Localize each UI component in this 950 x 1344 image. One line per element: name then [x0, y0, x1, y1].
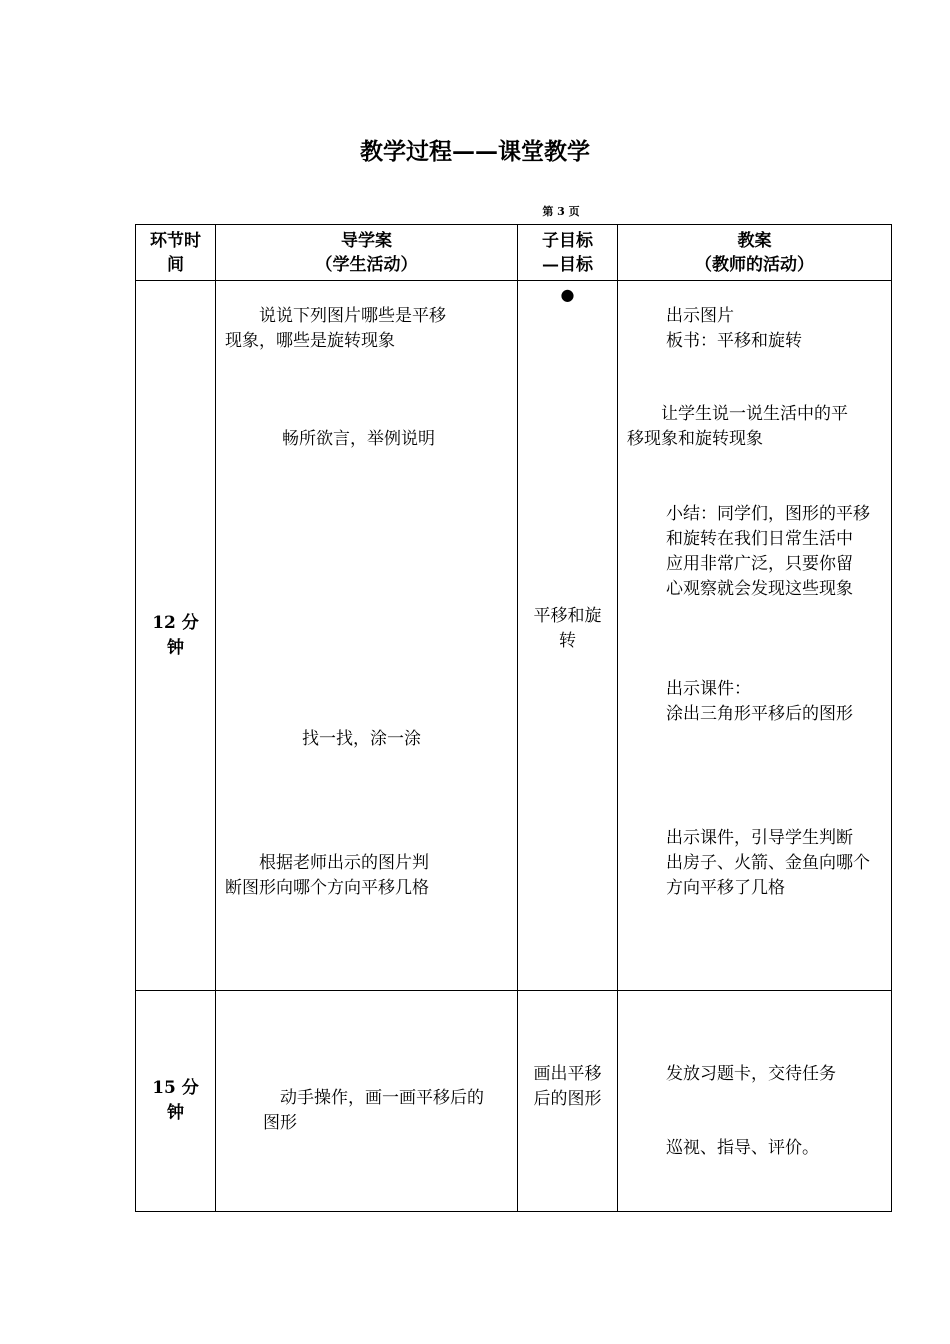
- sub-goal-text: 画出平移 后的图形: [533, 1064, 602, 1109]
- teacher-activity-item: 让学生说一说生活中的平 移现象和旋转现象: [627, 404, 848, 449]
- lesson-process-table: [135, 224, 892, 1212]
- teacher-activity-item: 出示课件： 涂出三角形平移后的图形: [666, 679, 853, 724]
- row-teacher-activity: [618, 281, 892, 991]
- sub-goal-text: 平移和旋 转: [533, 606, 602, 651]
- row-time: 15 分 钟: [136, 991, 216, 1212]
- row-sub-goal: [518, 991, 618, 1212]
- teacher-activity-item: 出示课件，引导学生判断 出房子、火箭、金鱼向哪个 方向平移了几格: [666, 828, 870, 898]
- row-sub-goal: [518, 281, 618, 991]
- table-header-row: [136, 225, 892, 281]
- student-activity-item: 动手操作，画一画平移后的 图形: [263, 1088, 484, 1133]
- student-activity-item: 说说下列图片哪些是平移 现象，哪些是旋转现象: [225, 306, 446, 351]
- header-sub-goal: 子目标 —目标: [518, 225, 618, 281]
- student-activity-item: 找一找，涂一涂: [302, 729, 421, 749]
- table-row: [136, 281, 892, 991]
- row-student-activity: [216, 991, 518, 1212]
- row-time: 12 分 钟: [136, 281, 216, 991]
- header-teacher-activity: 教案 （教师的活动）: [618, 225, 892, 281]
- header-student-activity: 导学案 （学生活动）: [216, 225, 518, 281]
- page-number: 第 3 页: [542, 205, 580, 218]
- bullet-icon: ●: [560, 285, 575, 304]
- student-activity-item: 畅所欲言，举例说明: [282, 429, 435, 449]
- row-teacher-activity: [618, 991, 892, 1212]
- student-activity-item: 根据老师出示的图片判 断图形向哪个方向平移几格: [225, 853, 429, 898]
- teacher-activity-item: 出示图片 板书：平移和旋转: [666, 306, 802, 351]
- teacher-activity-item: 发放习题卡，交待任务: [666, 1064, 836, 1084]
- table-row: [136, 991, 892, 1212]
- teacher-activity-item: 巡视、指导、评价。: [666, 1138, 819, 1158]
- page-title: 教学过程——课堂教学: [360, 138, 590, 165]
- header-time: 环节时 间: [136, 225, 216, 281]
- row-student-activity: [216, 281, 518, 991]
- teacher-activity-item: 小结：同学们，图形的平移 和旋转在我们日常生活中 应用非常广泛，只要你留 心观察就会发现这些现象: [666, 504, 870, 599]
